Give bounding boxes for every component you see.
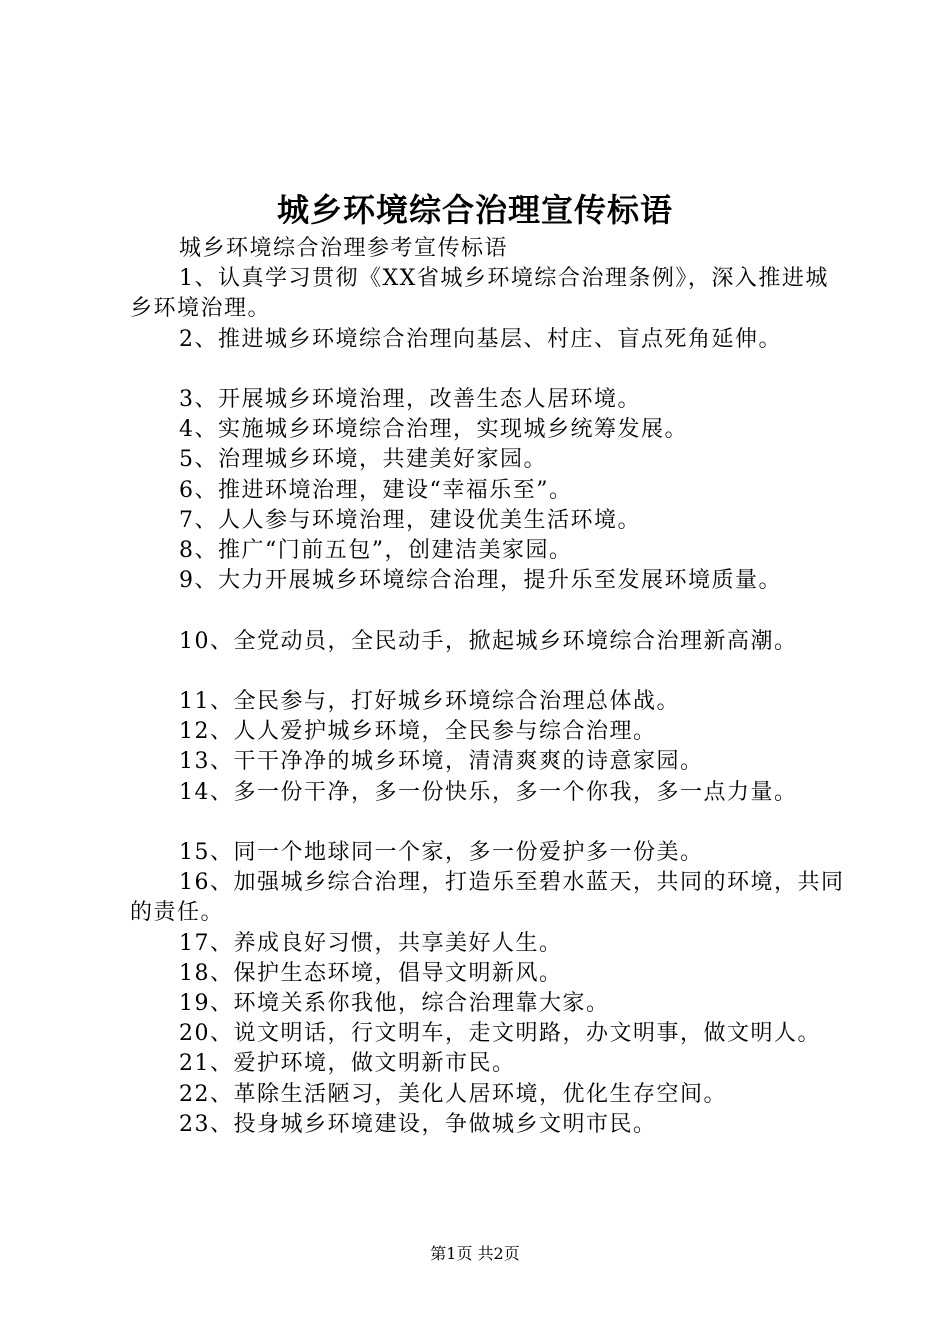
blank-line: [130, 657, 850, 687]
slogan-item: 22、革除生活陋习，美化人居环境，优化生存空间。: [179, 1081, 727, 1107]
blank-line: [130, 596, 850, 626]
slogan-item: 4、实施城乡环境综合治理，实现城乡统筹发展。: [179, 417, 688, 443]
document-subtitle: 城乡环境综合治理参考宣传标语: [179, 236, 509, 261]
slogan-item: 8、推广“门前五包”，创建洁美家园。: [179, 538, 573, 564]
slogan-item: 20、说文明话，行文明车，走文明路，办文明事，做文明人。: [179, 1021, 821, 1047]
slogan-item: 13、干干净净的城乡环境，清清爽爽的诗意家园。: [179, 749, 704, 775]
document-body: [130, 234, 850, 1140]
document-title: 城乡环境综合治理宣传标语: [276, 191, 673, 229]
slogan-item: 7、人人参与环境治理，建设优美生活环境。: [179, 507, 641, 533]
slogan-item: 14、多一份干净，多一份快乐，多一个你我，多一点力量。: [179, 779, 798, 805]
slogan-item: 23、投身城乡环境建设，争做城乡文明市民。: [179, 1111, 657, 1137]
slogan-item: 2、推进城乡环境综合治理向基层、村庄、盲点死角延伸。: [179, 326, 782, 352]
slogan-item: 16、加强城乡综合治理，打造乐至碧水蓝天，共同的环境，共同的责任。: [130, 870, 845, 926]
slogan-item: 9、大力开展城乡环境综合治理，提升乐至发展环境质量。: [179, 568, 782, 594]
slogan-item: 18、保护生态环境，倡导文明新风。: [179, 960, 563, 986]
slogan-item: 3、开展城乡环境治理，改善生态人居环境。: [179, 387, 641, 412]
slogan-item: 12、人人爱护城乡环境，全民参与综合治理。: [179, 719, 657, 745]
page-number-footer: 第1页 共2页: [430, 1244, 520, 1263]
blank-line: [130, 355, 850, 385]
slogan-item: 1、认真学习贯彻《XX省城乡环境综合治理条例》，深入推进城乡环境治理。: [130, 266, 829, 322]
slogan-item: 10、全党动员，全民动手，掀起城乡环境综合治理新高潮。: [179, 628, 798, 654]
slogan-item: 5、治理城乡环境，共建美好家园。: [179, 447, 547, 473]
slogan-item: 15、同一个地球同一个家，多一份爱护多一份美。: [179, 840, 704, 865]
blank-line: [130, 808, 850, 838]
slogan-item: 19、环境关系你我他，综合治理靠大家。: [179, 991, 610, 1017]
slogan-item: 21、爱护环境，做文明新市民。: [179, 1051, 516, 1077]
slogan-item: 17、养成良好习惯，共享美好人生。: [179, 930, 563, 956]
slogan-item: 11、全民参与，打好城乡环境综合治理总体战。: [179, 689, 680, 714]
slogan-item: 6、推进环境治理，建设“幸福乐至”。: [179, 477, 573, 503]
